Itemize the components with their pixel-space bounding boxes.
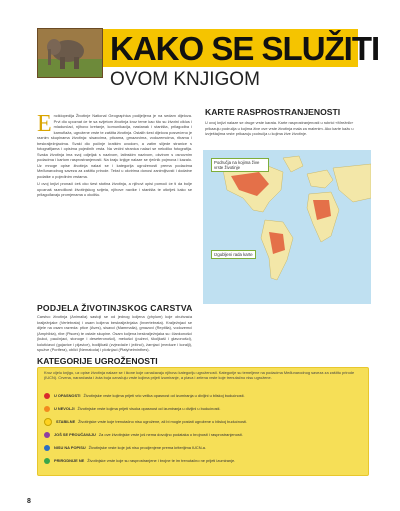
category-name: PRIRODNIJE NE bbox=[54, 458, 85, 463]
intro-paragraph-2: U ovoj knjizi pronaći ćeš oko šest stotina životinja, a njihovi opisi pomoći će ti da bolje upoznaš raznolikost životinjskog svijeta, njihove navike i staništa te otkriješ kako se prilagođavaju promjenama u okolišu. bbox=[37, 181, 192, 197]
category-row bbox=[44, 456, 364, 465]
page-number: 8 bbox=[27, 498, 31, 505]
status-dot-icon bbox=[44, 418, 52, 426]
classification-paragraph: Carstvo životinja (Animalia) sastoji se od jednog koljena (phylum) koje obuhvaća kralježnjake (Vertebrata) i osam koljena beskralježnjaka (Invertebrata). Kralježnjaci se dijele na osam razreda: ptice (Aves), sisavci (Mammalia), gmazovi (Reptilia), vodozemci (Amphibia), ribe (Pisces) te ostale skupine. Osam koljena beskralježnjaka su: člankonošci (kukci, paučnjaci, stonoge i deseteronošci), mekušci (puževi, školjkaši i glavonošci), kolutićavci (gujavice i pijavice), bodljikaši (zvjezdače i ježinci), žarnjaci (meduze i koralji), spužve (Porifera), oblići (Nematoda) i plošnjaci (Platyhelminthes). bbox=[37, 314, 192, 352]
category-name: U OPASNOSTI bbox=[54, 393, 81, 398]
elephant-photo bbox=[37, 28, 103, 78]
status-dot-icon bbox=[44, 458, 50, 464]
category-row bbox=[44, 404, 364, 413]
page-subtitle: OVOM KNJIGOM bbox=[110, 69, 260, 90]
category-name: STABILNE bbox=[56, 419, 76, 424]
classification-heading: PODJELA ŽIVOTINJSKOG CARSTVA bbox=[37, 303, 193, 313]
category-desc: Životinjske vrste koje još nisu procijenjene prema kriterijima IUCN-a. bbox=[88, 445, 207, 450]
status-dot-icon bbox=[44, 445, 50, 451]
elephant-image bbox=[38, 29, 102, 77]
category-name: U NEVOLJI bbox=[54, 406, 75, 411]
map-callout-legend: Izgubljeni rada karte bbox=[211, 250, 256, 259]
categories-heading: KATEGORIJE UGROŽENOSTI bbox=[37, 356, 158, 366]
categories-intro: Kroz cijelu knjigu, uz opise životinja nalaze se i ikone koje označavaju njihovu kategoriju ugroženosti. Kategorije su temeljene na podacima Međunarodnog saveza za zaštitu prirode (IUCN). Crvena, narančasta i žuta boja označuju vrste kojima prijeti izumiranje, a plava i zelena vrste koje trenutačno nisu ugrožene. bbox=[44, 370, 355, 380]
category-desc: Životinjske vrste kojima prijeti vrlo velika opasnost od izumiranja u divljini u bliskoj budućnosti. bbox=[83, 393, 245, 398]
world-map-image bbox=[203, 150, 371, 304]
category-row bbox=[44, 443, 364, 452]
status-dot-icon bbox=[44, 406, 50, 412]
dropcap: E bbox=[37, 111, 52, 137]
category-desc: Životinjske vrste kojima prijeti visoka opasnost od izumiranja u divljini u budućnosti. bbox=[77, 406, 221, 411]
map-paragraph: U ovoj knjizi nalaze se druge vrste karata. Karte rasprostranjenosti u rubrici «Mrežnik» prikazuju područja u kojima žive ove vrste životinja mala za malenim. Ako karte kažu u izvještajima vrste prikazuju područja u kojima žive životinje. bbox=[205, 120, 354, 136]
category-desc: Životinjske vrste koje su rasprostranjene i brojne te im trenutačno ne prijeti izumiranje. bbox=[87, 458, 236, 463]
category-desc: Životinjske vrste koje trenutačno nisu ugrožene, ali bi mogle postati ugrožene u bliskoj budućnosti. bbox=[78, 419, 248, 424]
category-name: JOŠ SE PROUČAVAJU bbox=[54, 432, 96, 437]
status-dot-icon bbox=[44, 432, 50, 438]
category-name: NISU NA POPISU bbox=[54, 445, 86, 450]
category-row bbox=[44, 391, 364, 400]
distribution-map bbox=[203, 150, 371, 304]
map-heading: KARTE RASPROSTRANJENOSTI bbox=[205, 107, 341, 117]
page-title: KAKO SE SLUŽITI bbox=[110, 30, 380, 67]
category-row bbox=[44, 417, 364, 426]
status-dot-icon bbox=[44, 393, 50, 399]
intro-text-block bbox=[37, 113, 192, 198]
category-desc: Za ove životinjske vrste još nema dovoljno podataka o brojnosti i rasprostranjenosti. bbox=[98, 432, 243, 437]
map-callout-range: Područja na kojima žive vrste životinje bbox=[211, 158, 269, 172]
category-row bbox=[44, 430, 364, 439]
intro-paragraph: nciklopedija Životinje National Geographica podijeljena je na sedam dijelova. Prvi dio upoznat će te sa svijetom životinja kroz teme kao što su životni ciklus i mladunčad, njihovo kretanje, komunikacija, nastanak i staništa, prilagodba i kamuflaža, ugrožene vrste te zaštita životinja. Ostalih šest dijelova posvećeno je raznim skupinama životinja: sisavcima, pticama, gmazovima, vodozemcima, ribama i beskralježnjacima. Svaki dio počinje kratkim uvodom, a zatim slijede stranice s fotografijama i opisima pojedinih vrsta. Na većini stranica nalazi se nekoliko fotografija. Svaka životinja ima svoj odjeljak s nazivom, latinskim nazivom, okvirom s osnovnim podacima i kartom rasprostranjenosti. Na kraju knjige nalaze se rječnik pojmova i kazalo. Uz mnoge opise životinja nalazi se i kategorija ugroženosti prema podacima Međunarodnog saveza za zaštitu prirode. Tekst u okvirima donosi zanimljivosti i dodatne podatke o pojedinim vrstama. bbox=[37, 113, 192, 179]
